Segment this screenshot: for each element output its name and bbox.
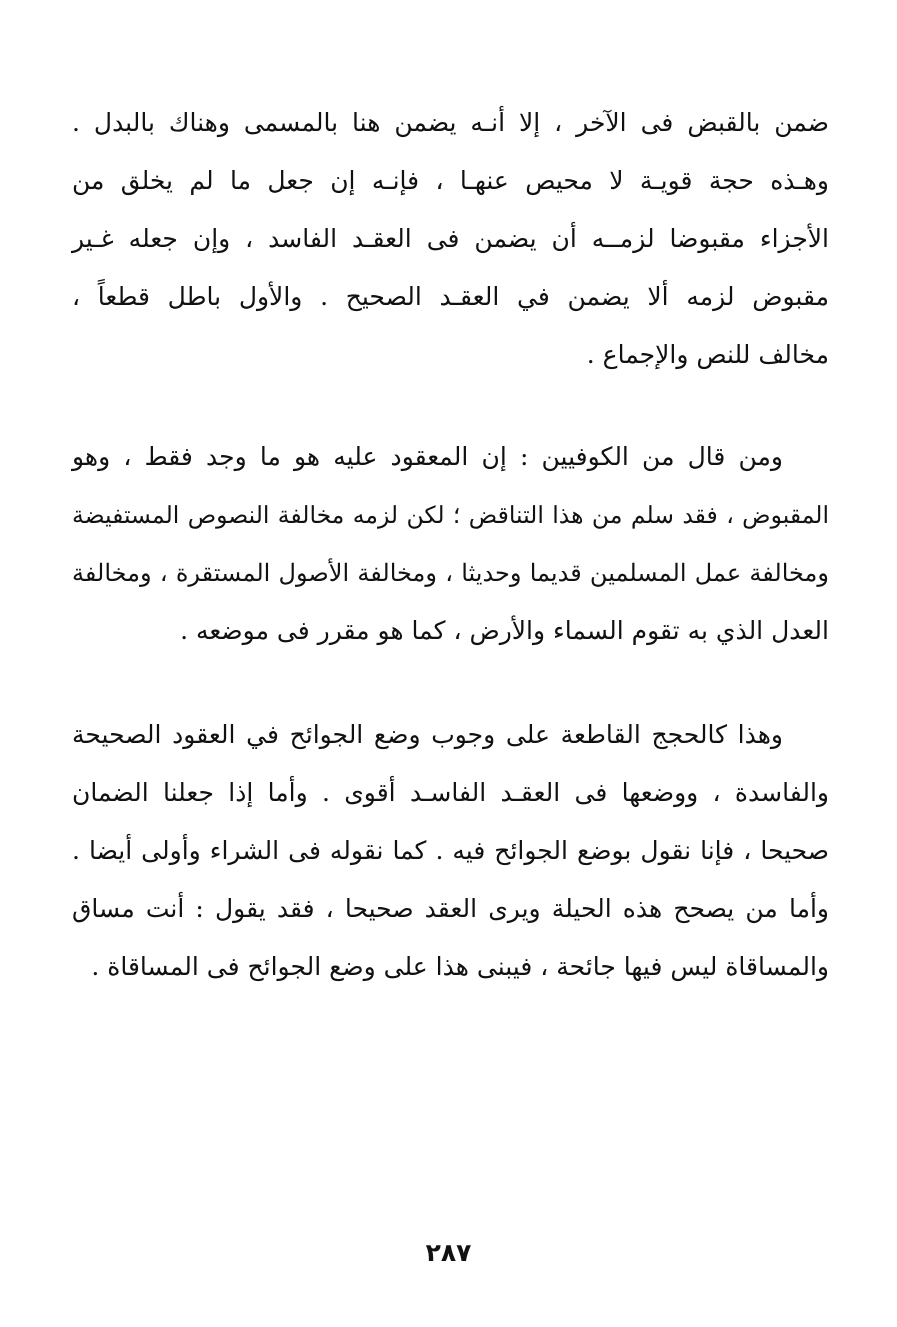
paragraph-line: وهذا كالحجج القاطعة على وجوب وضع الجوائح في العقود الصحيحة bbox=[72, 720, 783, 749]
paragraph-line: ومن قال من الكوفيين : إن المعقود عليه هو ما وجد فقط ، وهو bbox=[72, 442, 783, 471]
paragraph-line: وهـذه حجة قويـة لا محيص عنهـا ، فإنـه إن جعل ما لم يخلق من bbox=[72, 166, 829, 195]
paragraph-line: وأما من يصحح هذه الحيلة ويرى العقد صحيحا ، فقد يقول : أنت مساق bbox=[72, 894, 829, 923]
paragraph-line: ضمن بالقبض فى الآخر ، إلا أنـه يضمن هنا بالمسمى وهناك بالبدل . bbox=[72, 108, 829, 137]
paragraph-line: والمساقاة ليس فيها جائحة ، فيبنى هذا على وضع الجوائح فى المساقاة . bbox=[91, 952, 829, 981]
page-number: ٢٨٧ bbox=[425, 1238, 472, 1267]
paragraph-line: صحيحا ، فإنا نقول بوضع الجوائح فيه . كما نقوله فى الشراء وأولى أيضا . bbox=[72, 836, 829, 865]
paragraph-line: مقبوض لزمه ألا يضمن في العقـد الصحيح . والأول باطل قطعاً ، bbox=[72, 282, 829, 311]
paragraph-line: والفاسدة ، ووضعها فى العقـد الفاسـد أقوى . وأما إذا جعلنا الضمان bbox=[72, 778, 829, 807]
paragraph-3 bbox=[72, 706, 829, 996]
paragraph-2 bbox=[72, 428, 829, 660]
paragraph-1 bbox=[72, 94, 829, 384]
paragraph-line: المقبوض ، فقد سلم من هذا التناقض ؛ لكن لزمه مخالفة النصوص المستفيضة bbox=[72, 501, 829, 529]
paragraph-line: مخالف للنص والإجماع . bbox=[586, 340, 829, 369]
paragraph-line: العدل الذي به تقوم السماء والأرض ، كما هو مقرر فى موضعه . bbox=[180, 616, 829, 645]
paragraph-line: ومخالفة عمل المسلمين قديما وحديثا ، ومخالفة الأصول المستقرة ، ومخالفة bbox=[72, 559, 829, 587]
paragraph-line: الأجزاء مقبوضا لزمــه أن يضمن فى العقـد الفاسد ، وإن جعله غـير bbox=[72, 224, 829, 253]
